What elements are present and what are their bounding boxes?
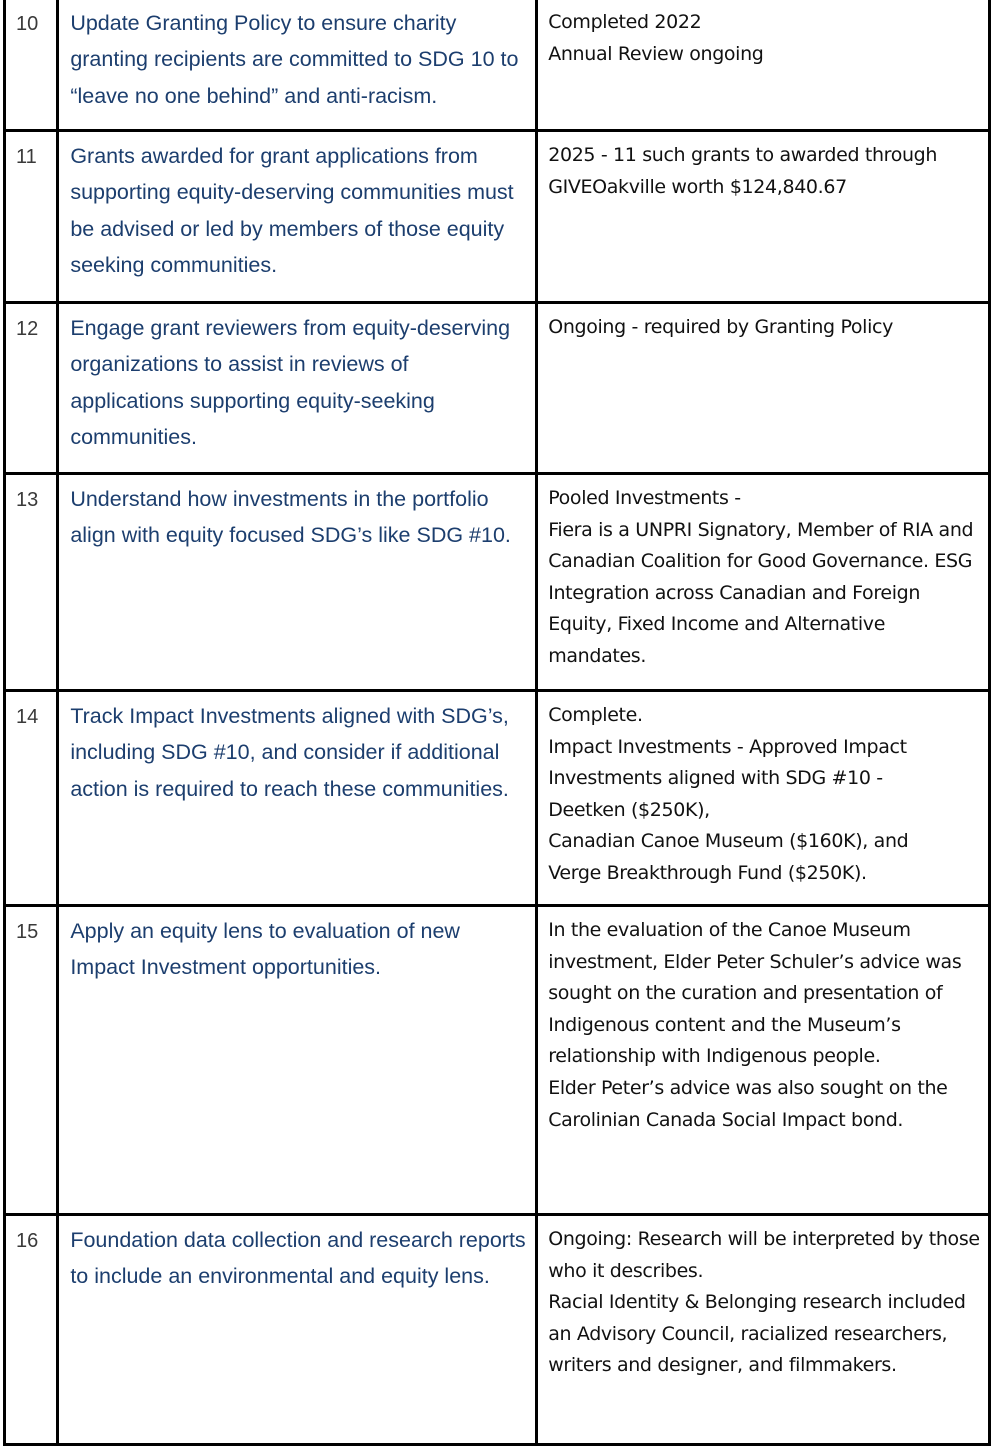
action-text: Apply an equity lens to evaluation of new Impact Investment opportunities. — [58, 906, 537, 1215]
action-text: Grants awarded for grant applications from supporting equity-deserving communities must be advised or led by members of those equity seeking communities. — [58, 131, 537, 303]
table-row — [5, 0, 990, 131]
status-text: Pooled Investments - Fiera is a UNPRI Signatory, Member of RIA and Canadian Coalition for Good Governance. ESG Integration across Canadian and Foreign Equity, Fixed Income and Alternative mandates. — [537, 474, 990, 691]
row-number: 11 — [5, 131, 58, 303]
status-text: Ongoing: Research will be interpreted by those who it describes. Racial Identity & Belonging research included an Advisory Council, racialized researchers, writers and designer, and filmmakers. — [537, 1215, 990, 1445]
table-row — [5, 474, 990, 691]
row-number: 12 — [5, 303, 58, 474]
action-text: Update Granting Policy to ensure charity granting recipients are committed to SDG 10 to “leave no one behind” and anti-racism. — [58, 0, 537, 131]
status-text: 2025 - 11 such grants to awarded through GIVEOakville worth $124,840.67 — [537, 131, 990, 303]
table-row — [5, 1215, 990, 1445]
action-text: Foundation data collection and research reports to include an environmental and equity lens. — [58, 1215, 537, 1445]
table-row — [5, 691, 990, 906]
row-number: 15 — [5, 906, 58, 1215]
table-row — [5, 131, 990, 303]
table-row — [5, 303, 990, 474]
action-status-table — [3, 0, 991, 1446]
action-text: Understand how investments in the portfolio align with equity focused SDG’s like SDG #10. — [58, 474, 537, 691]
row-number: 10 — [5, 0, 58, 131]
status-text: Ongoing - required by Granting Policy — [537, 303, 990, 474]
action-text: Engage grant reviewers from equity-deserving organizations to assist in reviews of applications supporting equity-seeking communities. — [58, 303, 537, 474]
action-text: Track Impact Investments aligned with SDG’s, including SDG #10, and consider if additional action is required to reach these communities. — [58, 691, 537, 906]
status-text: Completed 2022 Annual Review ongoing — [537, 0, 990, 131]
row-number: 16 — [5, 1215, 58, 1445]
row-number: 13 — [5, 474, 58, 691]
status-text: Complete. Impact Investments - Approved Impact Investments aligned with SDG #10 - Deetken ($250K), Canadian Canoe Museum ($160K), and Verge Breakthrough Fund ($250K). — [537, 691, 990, 906]
status-text: In the evaluation of the Canoe Museum investment, Elder Peter Schuler’s advice was sought on the curation and presentation of Indigenous content and the Museum’s relationship with Indigenous people. Elder Peter’s advice was also sought on the Carolinian Canada Social Impact bond. — [537, 906, 990, 1215]
row-number: 14 — [5, 691, 58, 906]
table-row — [5, 906, 990, 1215]
